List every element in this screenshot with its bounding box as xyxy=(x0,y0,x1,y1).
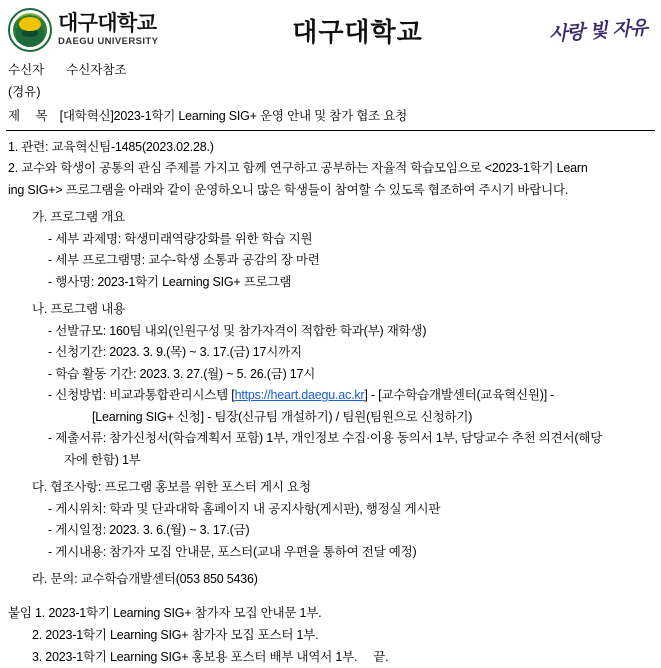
section-c-item-2: - 게시일정: 2023. 3. 6.(월) ~ 3. 17.(금) xyxy=(8,520,653,542)
via-row xyxy=(8,82,653,104)
university-slogan: 사랑 빛 자유 xyxy=(516,12,654,48)
emblem-ring xyxy=(11,11,49,49)
subject-value: [대학혁신]2023-1학기 Learning SIG+ 운영 안내 및 참가 협조 요청 xyxy=(60,109,407,123)
document-body xyxy=(0,137,661,591)
body-item-1: 1. 관련: 교육혁신팀-1485(2023.02.28.) xyxy=(8,137,653,159)
section-b-title: 나. 프로그램 내용 xyxy=(8,299,653,321)
attachment-item-1: 붙임 1. 2023-1학기 Learning SIG+ 참가자 모집 안내문 1부. xyxy=(8,603,653,625)
apply-method-prefix: - 신청방법: 비교과통합관리시스템 [ xyxy=(48,388,235,402)
header-divider xyxy=(6,130,655,131)
university-logo xyxy=(8,8,218,52)
section-b-item-1: - 선발규모: 160팀 내외(인원구성 및 참가자격이 적합한 학과(부) 재학생) xyxy=(8,321,653,343)
document-meta xyxy=(0,56,661,104)
section-b-item-2: - 신청기간: 2023. 3. 9.(목) ~ 3. 17.(금) 17시까지 xyxy=(8,342,653,364)
subject-label: 제 목 xyxy=(8,109,54,123)
recipient-label: 수신자 xyxy=(8,63,44,77)
recipient-row xyxy=(8,60,653,82)
attachment-item-2: 2. 2023-1학기 Learning SIG+ 참가자 모집 포스터 1부. xyxy=(8,625,653,647)
section-b-item-4 xyxy=(8,385,653,407)
section-b-item-5: - 제출서류: 참가신청서(학습계획서 포함) 1부, 개인정보 수집·이용 동의서 1부, 담당교수 추천 의견서(해당 xyxy=(8,428,653,450)
section-b-item-5-continued: 자에 한함) 1부 xyxy=(8,450,653,472)
recipient-value: 수신자참조 xyxy=(66,63,126,77)
section-d-title: 라. 문의: 교수학습개발센터(053 850 5436) xyxy=(8,569,653,591)
page-title: 대구대학교 xyxy=(198,12,517,49)
body-item-2-line-1: 2. 교수와 학생이 공통의 관심 주제를 가지고 함께 연구하고 공부하는 자율적 학습모임으로 <2023-1학기 Learn xyxy=(8,158,653,180)
section-b-item-4-continued: [Learning SIG+ 신청] - 팀장(신규팀 개설하기) / 팀원(팀원으로 신청하기) xyxy=(8,407,653,429)
university-name-en: DAEGU UNIVERSITY xyxy=(58,37,158,47)
section-a-item-3: - 행사명: 2023-1학기 Learning SIG+ 프로그램 xyxy=(8,272,653,294)
via-label: (경유) xyxy=(8,85,40,99)
heart-system-link[interactable]: https://heart.daegu.ac.kr xyxy=(235,388,365,402)
body-item-2-line-2: ing SIG+> 프로그램을 아래와 같이 운영하오니 많은 학생들이 참여할 수 있도록 협조하여 주시기 바랍니다. xyxy=(8,180,653,202)
apply-method-suffix: ] - [교수학습개발센터(교육혁신원)] - xyxy=(364,388,554,402)
spacer xyxy=(0,591,661,603)
section-c-item-3: - 게시내용: 참가자 모집 안내문, 포스터(교내 우편을 통하여 전달 예정) xyxy=(8,542,653,564)
daegu-university-emblem-icon xyxy=(8,8,52,52)
section-a-item-1: - 세부 과제명: 학생미래역량강화를 위한 학습 지원 xyxy=(8,229,653,251)
section-a-title: 가. 프로그램 개요 xyxy=(8,207,653,229)
section-b-item-3: - 학습 활동 기간: 2023. 3. 27.(월) ~ 5. 26.(금) 17시 xyxy=(8,364,653,386)
document-header xyxy=(0,0,661,56)
university-name-ko: 대구대학교 xyxy=(58,13,158,35)
attachments-block xyxy=(0,603,661,668)
section-a-item-2: - 세부 프로그램명: 교수-학생 소통과 공감의 장 마련 xyxy=(8,250,653,272)
section-c-title: 다. 협조사항: 프로그램 홍보를 위한 포스터 게시 요청 xyxy=(8,477,653,499)
attachment-item-3 xyxy=(8,647,653,668)
attachment-item-3-text: 3. 2023-1학기 Learning SIG+ 홍보용 포스터 배부 내역서 1부. xyxy=(32,650,357,664)
university-name-block xyxy=(58,13,158,47)
end-mark: 끝. xyxy=(373,650,388,664)
section-c-item-1: - 게시위치: 학과 및 단과대학 홈페이지 내 공지사항(게시판), 행정실 게시판 xyxy=(8,499,653,521)
subject-row xyxy=(0,104,661,128)
